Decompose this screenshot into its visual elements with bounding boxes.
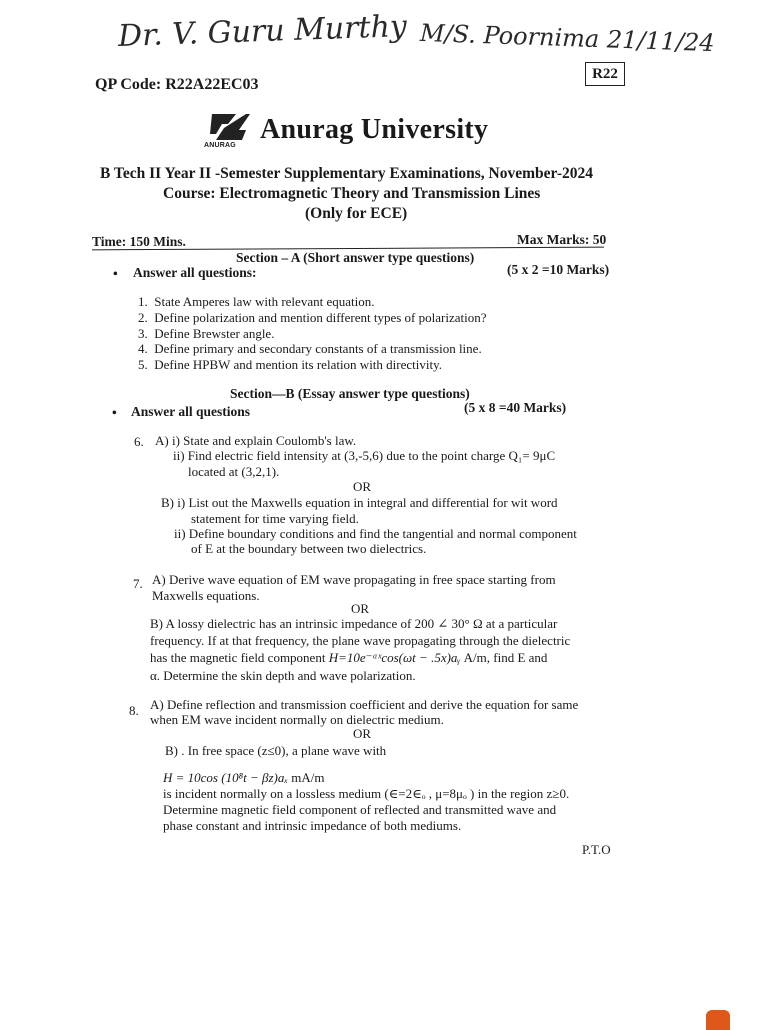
or-separator: OR: [351, 601, 370, 616]
q7-a-part2: Maxwells equations.: [152, 588, 260, 603]
branch-note: (Only for ECE): [305, 205, 408, 222]
q7-a-part1: A) Derive wave equation of EM wave propagating in free space starting from: [152, 572, 556, 587]
reviewer-signature: M/S. Poornima 21/11/24: [419, 18, 716, 58]
q8-b-part2: [163, 770, 325, 786]
question-text: State Amperes law with relevant equation.: [154, 294, 375, 309]
q8-b-equation: H = 10cos (10⁸t − βz)aₓ: [163, 770, 289, 785]
question-text: Define polarization and mention different types of polarization?: [154, 310, 487, 325]
question-number: 3.: [138, 326, 148, 341]
q8-a-part1: A) Define reflection and transmission coefficient and derive the equation for same: [150, 697, 579, 712]
q6-a-part1: A) i) State and explain Coulomb's law.: [155, 433, 357, 448]
bullet-icon: •: [112, 405, 117, 420]
q8-b-part4: Determine magnetic field component of reflected and transmitted wave and: [163, 802, 557, 817]
q7-b-text: has the magnetic field component: [150, 650, 329, 665]
q8-b-part1: B) . In free space (z≤0), a plane wave with: [165, 743, 387, 758]
logo-wordmark: ANURAG: [204, 142, 236, 149]
question-3: [138, 326, 274, 342]
question-2: [138, 310, 486, 326]
university-name: Anurag University: [260, 114, 489, 145]
or-separator: OR: [353, 479, 372, 494]
question-text: Define HPBW and mention its relation with directivity.: [154, 357, 443, 372]
question-text: Define primary and secondary constants of a transmission line.: [154, 341, 482, 356]
q6-b-part1: B) i) List out the Maxwells equation in integral and differential for wit word: [161, 495, 558, 510]
q8-number: 8.: [129, 703, 139, 718]
q7-b-part3: [150, 650, 547, 666]
question-number: 2.: [138, 310, 148, 325]
section-a-marks: (5 x 2 =10 Marks): [507, 262, 610, 277]
q6-number: 6.: [134, 434, 144, 449]
section-a-title: Section – A (Short answer type questions): [236, 250, 475, 265]
question-number: 1.: [138, 294, 148, 309]
course-title: Course: Electromagnetic Theory and Transmission Lines: [163, 185, 541, 202]
page-corner-mark: [706, 1010, 730, 1030]
section-b-instruction: Answer all questions: [131, 404, 251, 419]
q8-b-part5: phase constant and intrinsic impedance of both mediums.: [163, 818, 462, 833]
section-a-instruction: Answer all questions:: [133, 265, 257, 280]
q8-a-part2: when EM wave incident normally on dielectric medium.: [150, 712, 444, 727]
q7-b-part1: B) A lossy dielectric has an intrinsic impedance of 200 ∠ 30° Ω at a particular: [150, 616, 558, 631]
please-turn-over: P.T.O: [582, 842, 611, 857]
q6-a-part3: located at (3,2,1).: [188, 464, 280, 479]
bullet-icon: •: [113, 266, 118, 281]
q7-b-part4: α. Determine the skin depth and wave polarization.: [150, 668, 416, 683]
q6-b-part4: of E at the boundary between two dielectrics.: [191, 541, 427, 556]
q7-b-equation: H=10e⁻ᵅˣcos(ωt − .5x)aᵧ: [328, 650, 461, 665]
exam-title: B Tech II Year II -Semester Supplementary Examinations, November-2024: [100, 165, 593, 182]
q6-a-part2: ii) Find electric field intensity at (3,-5,6) due to the point charge Q₁= 9μC: [173, 448, 556, 463]
question-5: [138, 357, 442, 373]
qp-code: QP Code: R22A22EC03: [95, 76, 259, 93]
q8-b-part3: is incident normally on a lossless medium (∈=2∈ₒ , μ=8μₒ ) in the region z≥0.: [163, 786, 570, 801]
q6-b-part3: ii) Define boundary conditions and find the tangential and normal component: [174, 526, 577, 541]
q7-b-text-end: A/m, find E and: [460, 650, 548, 665]
regulation-badge: R22: [585, 62, 625, 86]
section-b-marks: (5 x 8 =40 Marks): [464, 400, 567, 415]
examiner-signature: Dr. V. Guru Murthy: [117, 8, 408, 55]
question-4: [138, 341, 482, 357]
time-allowed: Time: 150 Mins.: [92, 234, 186, 249]
q7-number: 7.: [133, 576, 143, 591]
q7-b-part2: frequency. If at that frequency, the plane wave propagating through the dielectric: [150, 633, 571, 648]
question-1: [138, 294, 374, 310]
question-number: 4.: [138, 341, 148, 356]
question-number: 5.: [138, 357, 148, 372]
q6-b-part2: statement for time varying field.: [191, 511, 359, 526]
q8-b-unit: mA/m: [288, 770, 325, 785]
section-b-title: Section—B (Essay answer type questions): [230, 386, 470, 401]
question-text: Define Brewster angle.: [154, 326, 275, 341]
or-separator: OR: [353, 726, 372, 741]
max-marks: Max Marks: 50: [517, 232, 607, 247]
